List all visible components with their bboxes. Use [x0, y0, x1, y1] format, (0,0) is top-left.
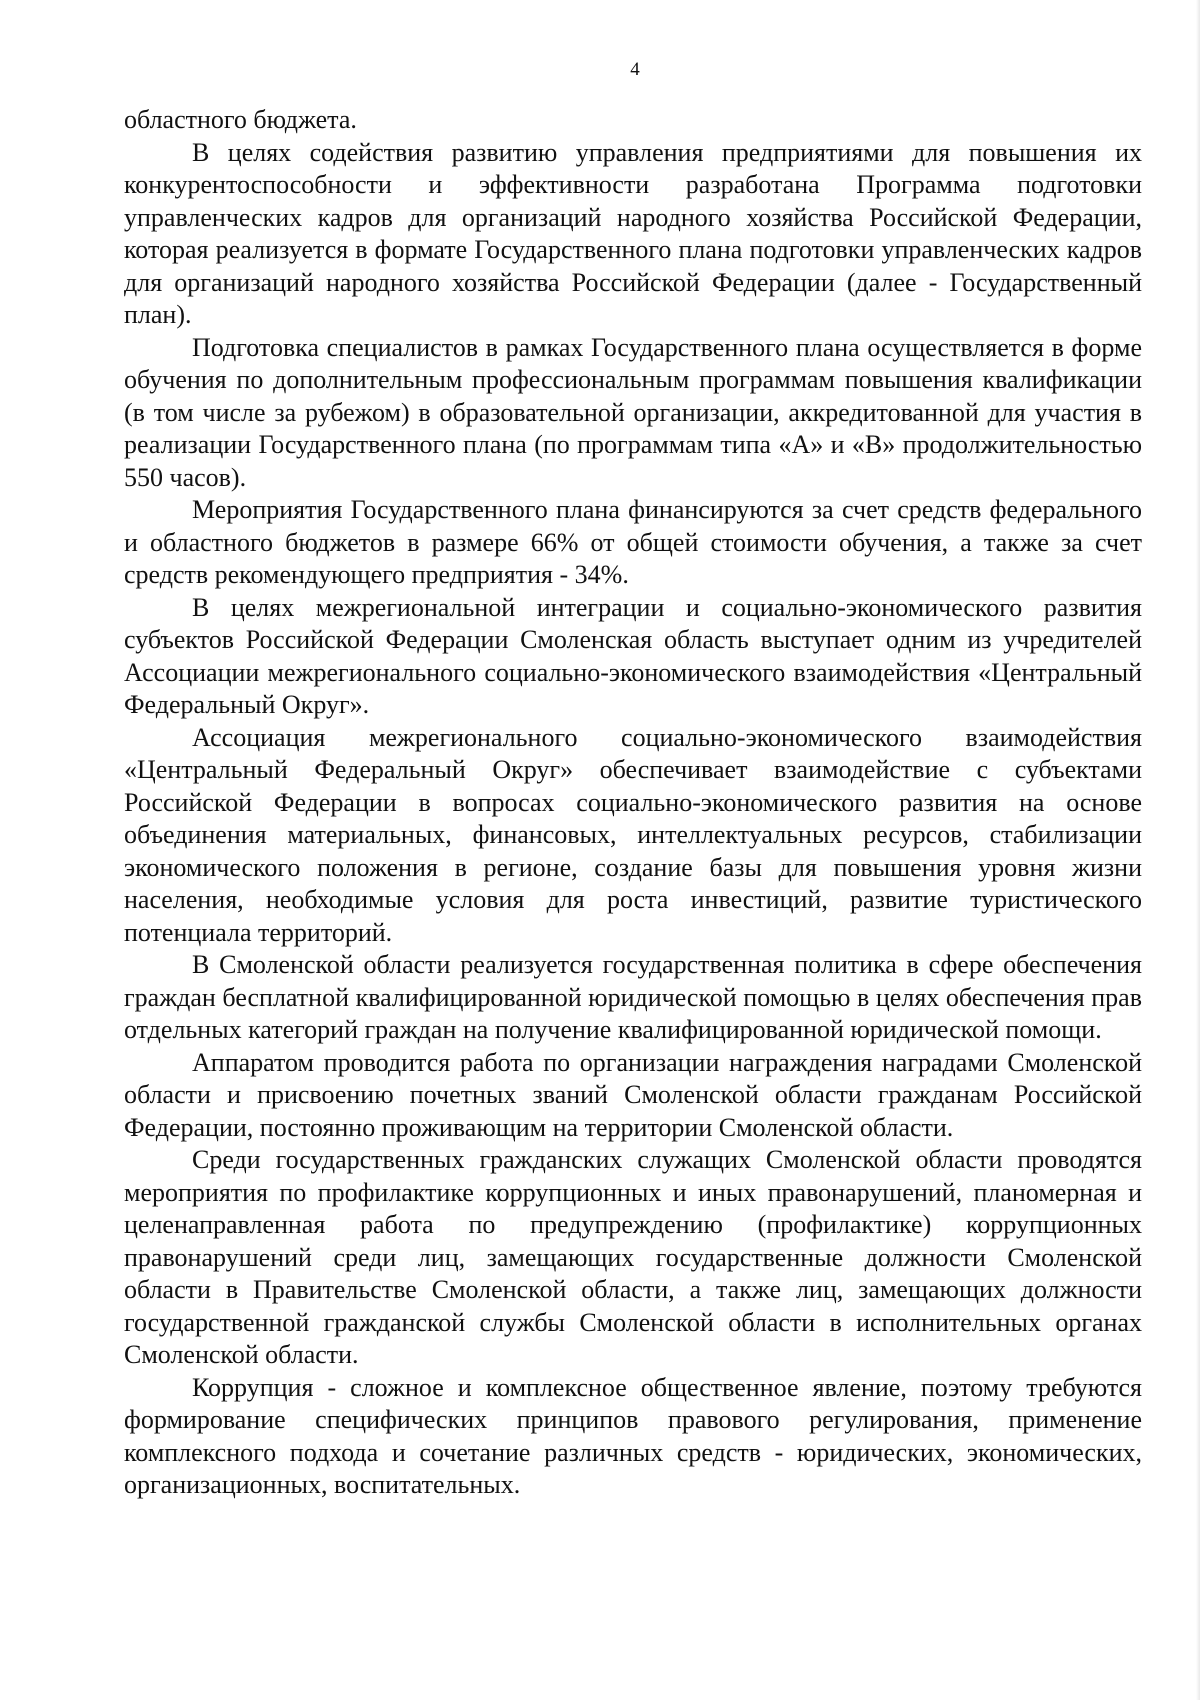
- paragraph-financing: Мероприятия Государственного плана финансируются за счет средств федерального и областного бюджетов в размере 66% от общей стоимости обучения, а также за счет средств рекомендующего предприятия - 34%.: [124, 495, 1142, 589]
- paragraph-anti-corruption-measures: Среди государственных гражданских служащих Смоленской области проводятся мероприятия по профилактике коррупционных и иных правонарушений, планомерная и целенаправленная работа по предупреждению (профилактике) коррупционных правонарушений среди лиц, замещающих государственные должности Смоленской области в Правительстве Смоленской области, а также лиц, замещающих должности государственной гражданской службы Смоленской области в исполнительных органах Смоленской области.: [124, 1145, 1142, 1369]
- paragraph-association-cfo: Ассоциация межрегионального социально-экономического взаимодействия «Центральный Федеральный Округ» обеспечивает взаимодействие с субъектами Российской Федерации в вопросах социально-экономического развития на основе объединения материальных, финансовых, интеллектуальных ресурсов, стабилизации экономического положения в регионе, создание базы для повышения уровня жизни населения, необходимые условия для роста инвестиций, развитие туристического потенциала территорий.: [124, 722, 1142, 947]
- paragraph-corruption-definition: Коррупция - сложное и комплексное общественное явление, поэтому требуются формирование специфических принципов правового регулирования, применение комплексного подхода и сочетание различных средств - юридических, экономических, организационных, воспитательных.: [124, 1372, 1142, 1499]
- document-body: [124, 104, 1142, 1502]
- paragraph-awards: Аппаратом проводится работа по организации награждения наградами Смоленской области и присвоению почетных званий Смоленской области гражданам Российской Федерации, постоянно проживающим на территории Смоленской области.: [124, 1047, 1142, 1142]
- page-number: 4: [630, 59, 640, 80]
- paragraph-management-training-program: В целях содействия развитию управления предприятиями для повышения их конкурентоспособности и эффективности разработана Программа подготовки управленческих кадров для организаций народного хозяйства Российской Федерации, которая реализуется в формате Государственного плана подготовки управленческих кадров для организаций народного хозяйства Российской Федерации (далее - Государственный план).: [124, 137, 1142, 329]
- paragraph-interregional-integration: В целях межрегиональной интеграции и социально-экономического развития субъектов Российской Федерации Смоленская область выступает одним из учредителей Ассоциации межрегионального социально-экономического взаимодействия «Центральный Федеральный Округ».: [124, 592, 1142, 719]
- paragraph-specialist-training: Подготовка специалистов в рамках Государственного плана осуществляется в форме обучения по дополнительным профессиональным программам повышения квалификации (в том числе за рубежом) в образовательной организации, аккредитованной для участия в реализации Государственного плана (по программам типа «А» и «В» продолжительностью 550 часов).: [124, 332, 1142, 492]
- paragraph-legal-aid: В Смоленской области реализуется государственная политика в сфере обеспечения граждан бесплатной квалифицированной юридической помощью в целях обеспечения прав отдельных категорий граждан на получение квалифицированной юридической помощи.: [124, 950, 1142, 1044]
- scan-edge-shadow: [1196, 0, 1200, 1700]
- paragraph-continuation: областного бюджета.: [124, 105, 357, 134]
